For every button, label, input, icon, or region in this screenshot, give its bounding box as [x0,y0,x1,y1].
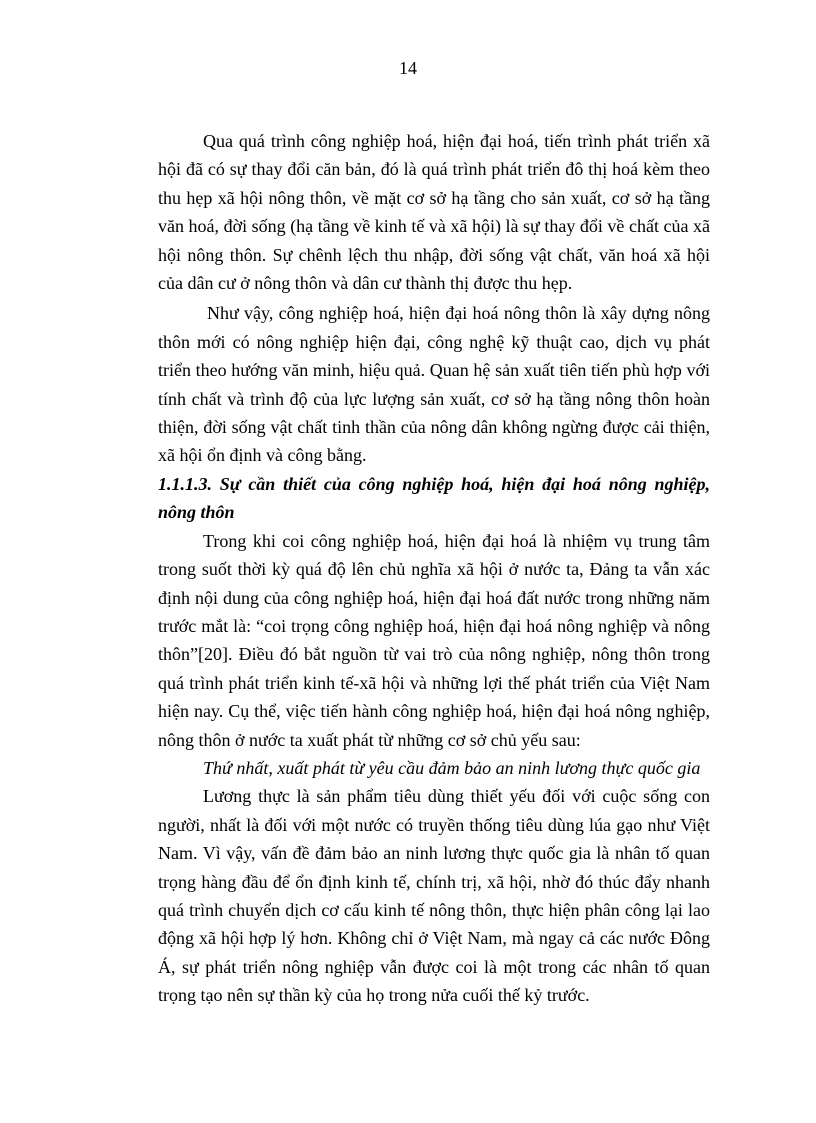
paragraph-2: Như vậy, công nghiệp hoá, hiện đại hoá nông thôn là xây dựng nông thôn mới có nông nghiệp hiện đại, công nghệ kỹ thuật cao, dịch vụ phát triển theo hướng văn minh, hiệu quả. Quan hệ sản xuất tiên tiến phù hợp với tính chất và trình độ của lực lượng sản xuất, cơ sở hạ tầng nông thôn hoàn thiện, đời sống vật chất tinh thần của nông dân không ngừng được cải thiện, xã hội ổn định và công bằng. [158,303,710,466]
page-number: 14 [399,58,417,78]
page-body [158,127,710,1010]
paragraph-1: Qua quá trình công nghiệp hoá, hiện đại hoá, tiến trình phát triển xã hội đã có sự thay đổi căn bản, đó là quá trình phát triển đô thị hoá kèm theo thu hẹp xã hội nông thôn, về mặt cơ sở hạ tầng cho sản xuất, cơ sở hạ tầng văn hoá, đời sống (hạ tầng về kinh tế và xã hội) là sự thay đổi về chất của xã hội nông thôn. Sự chênh lệch thu nhập, đời sống vật chất, văn hoá xã hội của dân cư ở nông thôn và dân cư thành thị được thu hẹp. [158,131,710,294]
paragraph-4-italic: Thứ nhất, xuất phát từ yêu cầu đảm bảo an ninh lương thực quốc gia [203,757,701,778]
paragraph-5: Lương thực là sản phẩm tiêu dùng thiết yếu đối với cuộc sống con người, nhất là đối với một nước có truyền thống tiêu dùng lúa gạo như Việt Nam. Vì vậy, vấn đề đảm bảo an ninh lương thực quốc gia là nhân tố quan trọng hàng đầu để ổn định kinh tế, chính trị, xã hội, nhờ đó thúc đẩy nhanh quá trình chuyển dịch cơ cấu kinh tế nông thôn, thực hiện phân công lại lao động xã hội hợp lý hơn. Không chỉ ở Việt Nam, mà ngay cả các nước Đông Á, sự phát triển nông nghiệp vẫn được coi là một trong các nhân tố quan trọng tạo nên sự thần kỳ của họ trong nửa cuối thế kỷ trước. [158,786,710,1006]
section-heading: 1.1.1.3. Sự cần thiết của công nghiệp hoá, hiện đại hoá nông nghiệp, nông thôn [158,473,710,523]
paragraph-3: Trong khi coi công nghiệp hoá, hiện đại hoá là nhiệm vụ trung tâm trong suốt thời kỳ quá độ lên chủ nghĩa xã hội ở nước ta, Đảng ta vẫn xác định nội dung của công nghiệp hoá, hiện đại hoá đất nước trong những năm trước mắt là: “coi trọng công nghiệp hoá, hiện đại hoá nông nghiệp và nông thôn”[20]. Điều đó bắt nguồn từ vai trò của nông nghiệp, nông thôn trong quá trình phát triển kinh tế-xã hội và những lợi thế phát triển của Việt Nam hiện nay. Cụ thể, việc tiến hành công nghiệp hoá, hiện đại hoá nông nghiệp, nông thôn ở nước ta xuất phát từ những cơ sở chủ yếu sau: [158,530,710,750]
